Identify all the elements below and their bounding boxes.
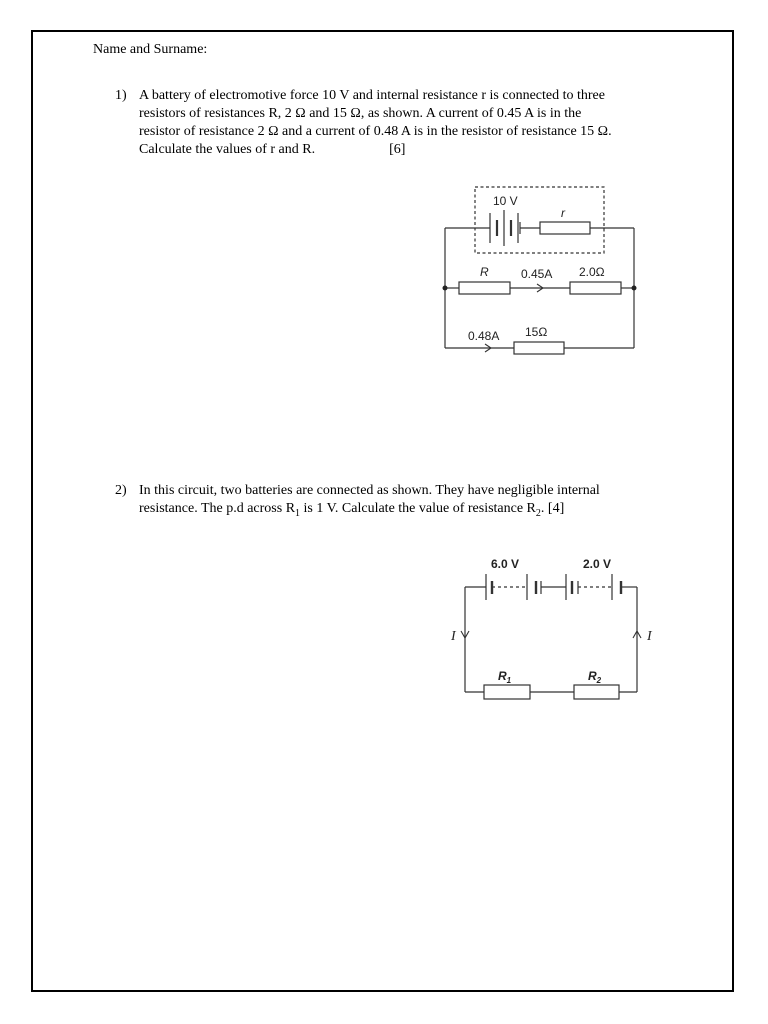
name-surname-label: Name and Surname: <box>93 42 208 57</box>
internal-resistance-label: r <box>561 206 565 220</box>
current-label: 0.48A <box>468 329 500 343</box>
current-label-right: I <box>647 629 652 644</box>
current-label-left: I <box>451 629 456 644</box>
marks-label: [6] <box>389 142 406 157</box>
battery-6v-label: 6.0 V <box>491 557 520 571</box>
battery-2v-symbol <box>566 574 621 600</box>
emf-label: 10 V <box>493 194 518 208</box>
question-line-text: Calculate the values of r and R. <box>139 142 316 157</box>
question-number: 2) <box>115 483 127 498</box>
question-line: In this circuit, two batteries are connected as shown. They have negligible internal <box>139 483 600 498</box>
subscript: 2 <box>535 507 541 519</box>
question-number: 1) <box>115 88 127 103</box>
battery-2v-label: 2.0 V <box>583 557 612 571</box>
resistor-R2 <box>574 685 619 699</box>
text-part: . [4] <box>540 501 565 516</box>
subscript: 1 <box>295 507 301 519</box>
text-part: is 1 V. Calculate the value of resistance R <box>300 501 536 516</box>
question-line: resistors of resistances R, 2 Ω and 15 Ω, as shown. A current of 0.45 A is in the <box>139 106 582 121</box>
text-part: resistance. The p.d across R <box>139 501 296 516</box>
resistor-R2-label: $R_2$ <box>588 669 602 685</box>
resistor-15-label: 15Ω <box>525 325 548 339</box>
resistor-R-label: R <box>480 265 489 279</box>
resistor-R1-label: $R_1$ <box>498 669 512 685</box>
resistor-2-label: 2.0Ω <box>579 265 605 279</box>
current-label: 0.45A <box>521 267 553 281</box>
question-line: resistor of resistance 2 Ω and a current of 0.48 A is in the resistor of resistance 15 Ω. <box>139 124 612 139</box>
resistor-R1 <box>484 685 530 699</box>
question-line: A battery of electromotive force 10 V and internal resistance r is connected to three <box>139 88 605 103</box>
